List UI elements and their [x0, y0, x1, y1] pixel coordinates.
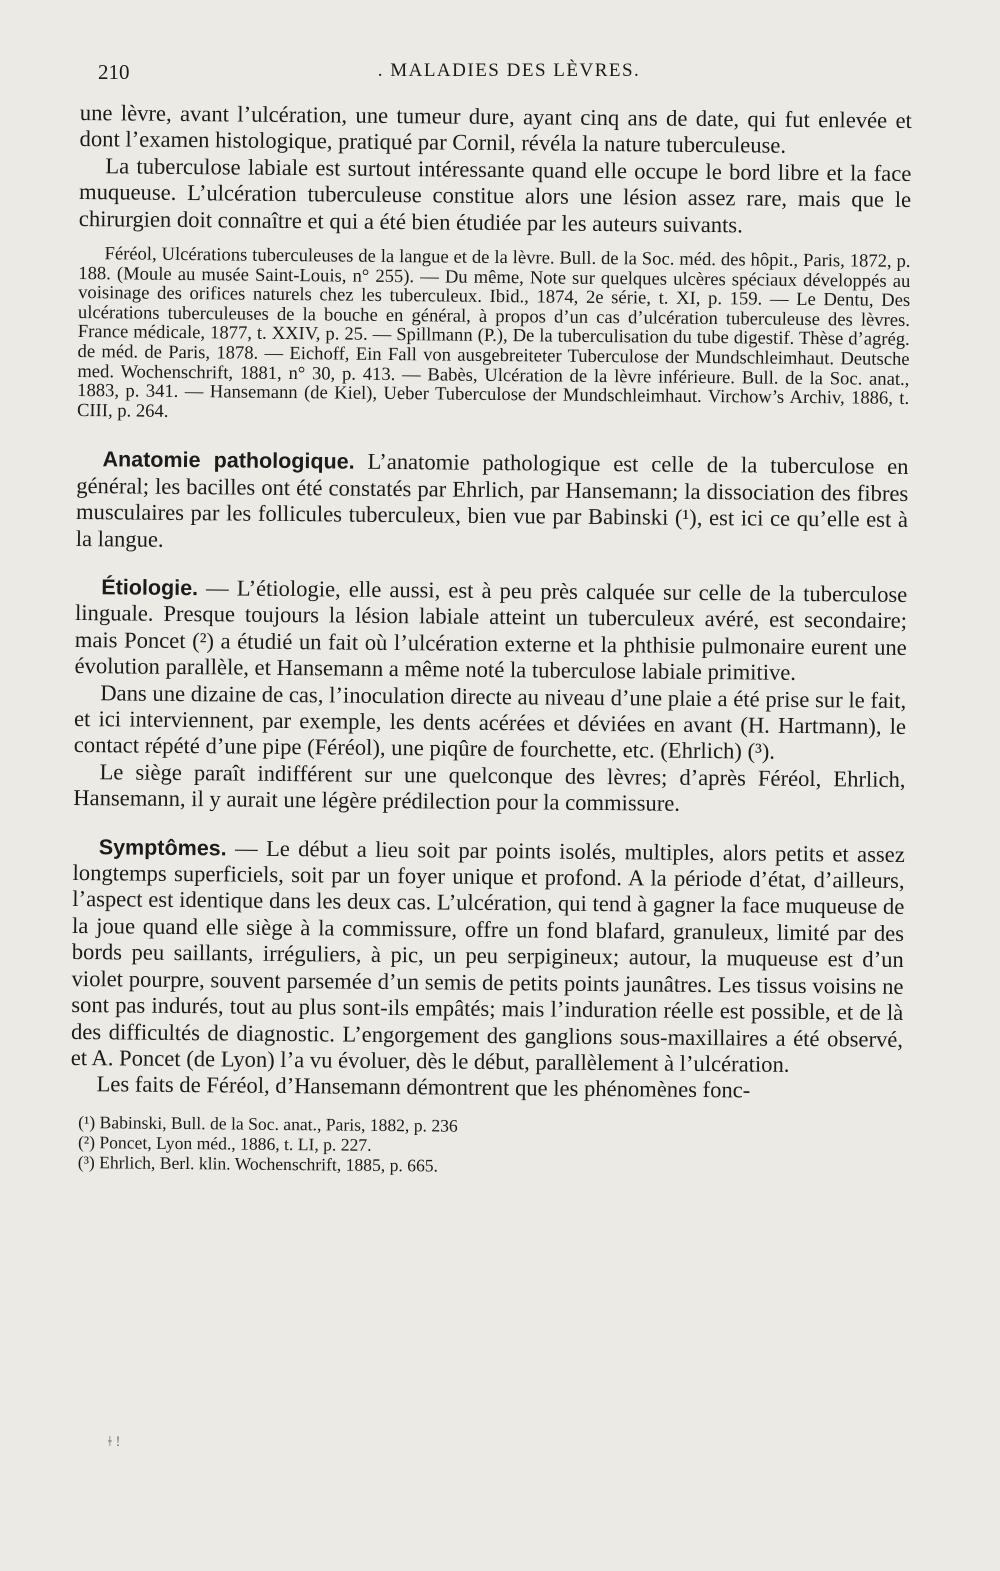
- printer-mark: ǂ !: [108, 1434, 121, 1450]
- section-text-anatomie: L’anatomie pathologique est celle de la tuberculose en général; les bacilles ont été constatés par Ehrlich, par Hansemann; la dissociation des fibres musculaires par les follicules tuberculeux, bien vue par Babinski (¹), est ici ce qu’elle est à la langue.: [75, 449, 909, 552]
- page-header: [98, 60, 920, 92]
- body-text: [70, 100, 912, 1180]
- footnotes: [70, 1112, 903, 1181]
- section-anatomie: [76, 446, 909, 560]
- running-title: . MALADIES DES LÈVRES.: [377, 60, 641, 81]
- footnote-3: (³) Ehrlich, Berl. klin. Wochenschrift, 1885, p. 665.: [77, 1152, 439, 1176]
- section-etiologie: [74, 574, 907, 688]
- footnote-2: (²) Poncet, Lyon méd., 1886, t. LI, p. 227.: [77, 1131, 372, 1155]
- page-number: 210: [98, 60, 130, 84]
- paragraph-labial-tuberculosis: La tuberculose labiale est surtout intéressante quand elle occupe le bord libre et la face muqueuse. L’ulcération tuberculeuse constitue alors une lésion assez rare, mais que le chirurgien doit connaître et qui a été bien étudiée par les auteurs suivants.: [78, 153, 912, 237]
- paragraph-inoculation: Dans une dizaine de cas, l’inoculation directe au niveau d’une plaie a été prise sur le fait, et ici interviennent, par exemple, les dents acérées et déviées en avant (H. Hartmann), le contact répété d’une pipe (Féréol), une piqûre de fourchette, etc. (Ehrlich) (³).: [73, 679, 907, 765]
- footnote-1: (¹) Babinski, Bull. de la Soc. anat., Paris, 1882, p. 236: [78, 1111, 458, 1136]
- paragraph-faits: Les faits de Féréol, d’Hansemann démontrent que les phénomènes fonc-: [96, 1071, 751, 1103]
- section-heading-anatomie: Anatomie pathologique.: [102, 447, 355, 475]
- section-heading-symptomes: Symptômes.: [98, 834, 227, 861]
- paragraph-siege: Le siège paraît indifférent sur une quelconque des lèvres; d’après Féréol, Ehrlich, Hansemann, il y aurait une légère prédilection pour la commissure.: [73, 759, 906, 817]
- section-text-etiologie: — L’étiologie, elle aussi, est à peu près calquée sur celle de la tuberculose linguale. Presque toujours la lésion labiale atteint un tuberculeux avéré, est secondaire; mais Poncet (²) a étudié un fait où l’ulcération externe et la phthisie pulmonaire eurent une évolution parallèle, et Hansemann a même noté la tuberculose labiale primitive.: [74, 575, 908, 686]
- section-heading-etiologie: Étiologie.: [101, 575, 199, 601]
- section-text-symptomes: — Le début a lieu soit par points isolés, multiples, alors petits et assez longtemps superficiels, soit par un foyer unique et profond. A la période d’état, d’ailleurs, l’aspect est identique dans les deux cas. L’ulcération, qui tend à gagner la face muqueuse de la joue quand elle siège à la commissure, offre un fond blafard, granuleux, limité par des bords peu saillants, irréguliers, à pic, un peu serpigineux; autour, la muqueuse est d’un violet pourpre, souvent parsemée d’un semis de petits points jaunâtres. Les tissus voisins ne sont pas indurés, tout au plus sont-ils empâtés; mais l’induration réelle est possible, et de là des difficultés de diagnostic. L’engorgement des ganglions sous-maxillaires a été observé, et A. Poncet (de Lyon) l’a vu évoluer, dès le début, parallèlement à l’ulcération.: [70, 835, 905, 1077]
- section-symptomes: [71, 834, 905, 1080]
- paragraph-continuation: une lèvre, avant l’ulcération, une tumeur dure, ayant cinq ans de date, qui fut enlevée et dont l’examen histologique, pratiqué par Cornil, révéla la nature tuberculeuse.: [79, 100, 912, 159]
- bibliography-block: Féréol, Ulcérations tuberculeuses de la langue et de la lèvre. Bull. de la Soc. méd. des hôpit., Paris, 1872, p. 188. (Moule au musée Saint-Louis, n° 255). — Du même, Note sur quelques ulcères spéciaux développés au voisinage des orifices naturels chez les tuberculeux. Ibid., 1874, 2e série, t. XI, p. 159. — Le Dentu, Des ulcérations tuberculeuses de la bouche en général, à propos d’un cas d’ulcération tuberculeuse des lèvres. France médicale, 1877, t. XXIV, p. 25. — Spillmann (P.), De la tuberculisation du tube digestif. Thèse d’agrég. de méd. de Paris, 1878. — Eichoff, Ein Fall von ausgebreiteter Tuberculose der Mundschleimhaut. Deutsche med. Wochenschrift, 1881, n° 30, p. 413. — Babès, Ulcération de la lèvre inférieure. Bull. de la Soc. anat., 1883, p. 341. — Hansemann (de Kiel), Ueber Tuberculose der Mundschleimhaut. Virchow’s Archiv, 1886, t. CIII, p. 264.: [76, 243, 911, 422]
